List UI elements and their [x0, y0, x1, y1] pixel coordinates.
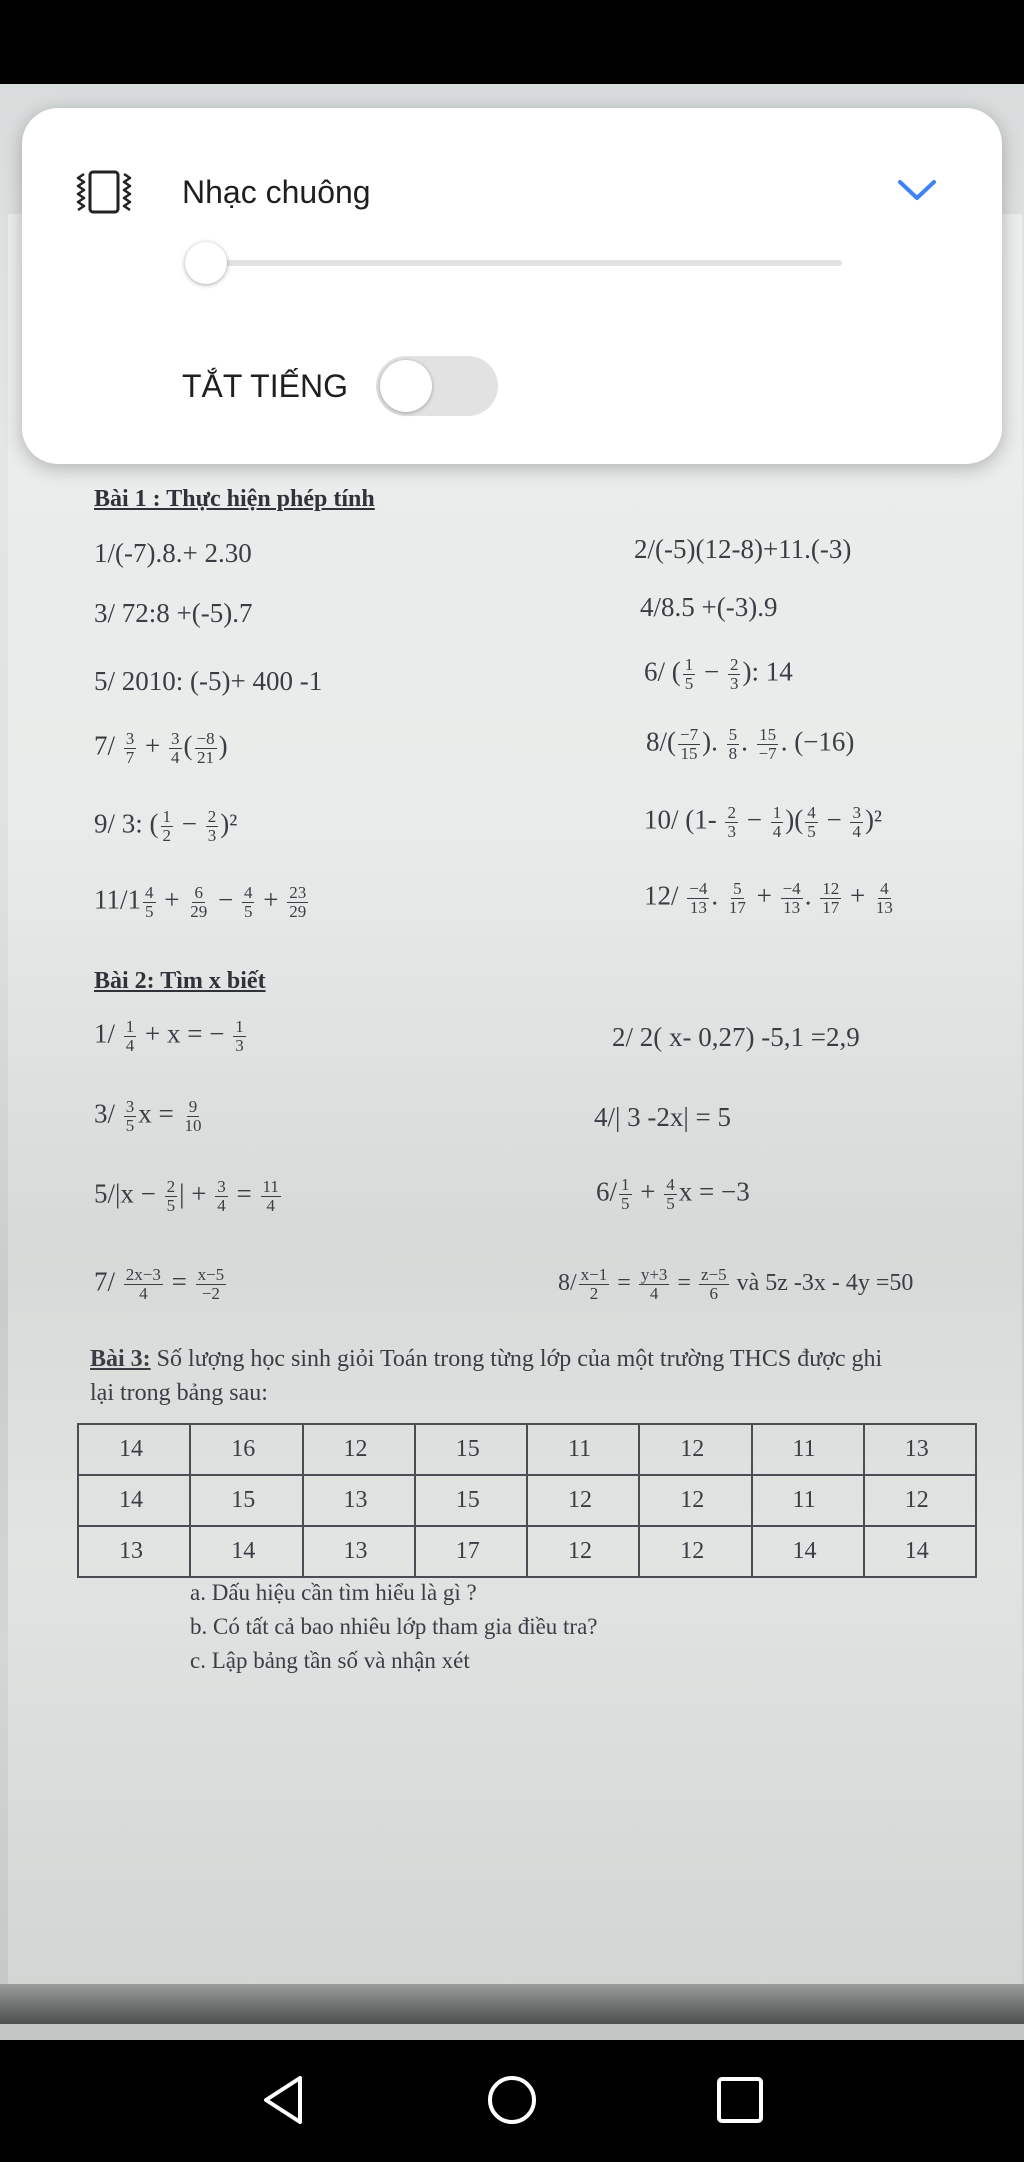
table-cell: 13: [864, 1424, 976, 1475]
chevron-down-icon[interactable]: [892, 170, 942, 210]
bai3-line1: Bài 3: Số lượng học sinh giỏi Toán trong từng lớp của một trường THCS được ghi: [90, 1346, 883, 1372]
table-row: [78, 1475, 976, 1526]
bai2-item-1: 1/ $\frac{1}{4}$ + x = − $\frac{1}{3}$: [94, 1017, 244, 1055]
bai1-item-4: 4/8.5 +(-3).9: [640, 592, 778, 622]
table-cell: 13: [78, 1526, 190, 1577]
question-b: b. Có tất cả bao nhiêu lớp tham gia điều tra?: [190, 1614, 598, 1639]
table-cell: 11: [752, 1475, 864, 1526]
bai1-item-8: 8/( $\frac{-7}{15}$ ). $\frac{5}{8}$ . $\frac{15}{-7}$ . (−16): [646, 725, 855, 763]
volume-panel: [22, 108, 1002, 464]
bai1-item-10: 10/ (1- $\frac{2}{3}$ − $\frac{1}{4}$ )( $\frac{4}{5}$ − $\frac{3}{4}$ )²: [644, 803, 883, 841]
bai1-item-7: 7/ $\frac{3}{7}$ + $\frac{3}{4}$ ( $\frac{-8}{21}$ ): [94, 729, 228, 767]
table-cell: 14: [190, 1526, 302, 1577]
back-triangle-icon[interactable]: [248, 2064, 320, 2136]
question-c: c. Lập bảng tần số và nhận xét: [190, 1648, 470, 1673]
home-circle-icon[interactable]: [476, 2064, 548, 2136]
bai1-item-12: 12/ $\frac{-4}{13}$ . $\frac{5}{17}$ + $\frac{-4}{13}$ . $\frac{12}{17}$ + $\frac{4}{13}$: [644, 879, 893, 917]
bai1-item-1: 1/(-7).8.+ 2.30: [94, 538, 252, 568]
table-cell: 15: [415, 1475, 527, 1526]
navigation-bar: [0, 2040, 1024, 2162]
table-cell: 12: [527, 1526, 639, 1577]
bai1-heading: Bài 1 : Thực hiện phép tính: [94, 486, 375, 512]
table-cell: 12: [639, 1475, 751, 1526]
desk-edge: [0, 1984, 1024, 2024]
table-cell: 13: [303, 1475, 415, 1526]
recents-square-icon[interactable]: [704, 2064, 776, 2136]
mute-toggle-knob: [380, 360, 432, 412]
table-cell: 11: [527, 1424, 639, 1475]
table-cell: 12: [639, 1424, 751, 1475]
bai2-heading: Bài 2: Tìm x biết: [94, 968, 266, 994]
panel-title: Nhạc chuông: [182, 174, 371, 210]
bai1-item-6: 6/ ( $\frac{1}{5}$ − $\frac{2}{3}$ ): 14: [644, 655, 793, 693]
table-cell: 16: [190, 1424, 302, 1475]
table-cell: 13: [303, 1526, 415, 1577]
table-row: [78, 1526, 976, 1577]
mute-label: TẮT TIẾNG: [182, 368, 348, 404]
table-cell: 15: [415, 1424, 527, 1475]
bai2-item-4: 4/| 3 -2x| = 5: [594, 1102, 732, 1132]
table-cell: 17: [415, 1526, 527, 1577]
bai1-item-9: 9/ 3: ( $\frac{1}{2}$ − $\frac{2}{3}$ )²: [94, 807, 238, 845]
table-cell: 11: [752, 1424, 864, 1475]
table-cell: 12: [303, 1424, 415, 1475]
table-cell: 12: [864, 1475, 976, 1526]
table-cell: 14: [78, 1475, 190, 1526]
question-a: a. Dấu hiệu cần tìm hiểu là gì ?: [190, 1580, 477, 1605]
bai2-item-2: 2/ 2( x- 0,27) -5,1 =2,9: [612, 1022, 860, 1052]
bai3-line2: lại trong bảng sau:: [90, 1380, 268, 1406]
table-cell: 12: [639, 1526, 751, 1577]
bai2-item-5: 5/|x − $\frac{2}{5}$ | + $\frac{3}{4}$ = $\frac{11}{4}$: [94, 1177, 279, 1215]
bai1-item-3: 3/ 72:8 +(-5).7: [94, 598, 253, 628]
table-row: [78, 1424, 976, 1475]
table-cell: 12: [527, 1475, 639, 1526]
bai1-item-11: 11/1 $\frac{4}{5}$ + $\frac{6}{29}$ − $\frac{4}{5}$ + $\frac{23}{29}$: [94, 883, 307, 921]
bai2-item-8: 8/ $\frac{x-1}{2}$ = $\frac{y+3}{4}$ = $\frac{z-5}{6}$ và 5z -3x - 4y =50: [558, 1265, 914, 1303]
table-cell: 15: [190, 1475, 302, 1526]
bai1-item-2: 2/(-5)(12-8)+11.(-3): [634, 534, 852, 564]
ringtone-volume-track[interactable]: [192, 260, 842, 266]
table-cell: 14: [864, 1526, 976, 1577]
vibrate-icon[interactable]: [72, 168, 136, 216]
students-table: [77, 1423, 977, 1578]
mute-toggle[interactable]: [376, 356, 498, 416]
bai2-item-6: 6/ $\frac{1}{5}$ + $\frac{4}{5}$ x = −3: [596, 1175, 750, 1213]
bai1-item-5: 5/ 2010: (-5)+ 400 -1: [94, 666, 323, 696]
bai3-questions: [190, 1576, 598, 1678]
ringtone-volume-slider[interactable]: [185, 242, 227, 284]
bai2-item-3: 3/ $\frac{3}{5}$ x = $\frac{9}{10}$: [94, 1097, 202, 1135]
bai2-item-7: 7/ $\frac{2x-3}{4}$ = $\frac{x-5}{-2}$: [94, 1265, 225, 1303]
table-cell: 14: [752, 1526, 864, 1577]
table-cell: 14: [78, 1424, 190, 1475]
